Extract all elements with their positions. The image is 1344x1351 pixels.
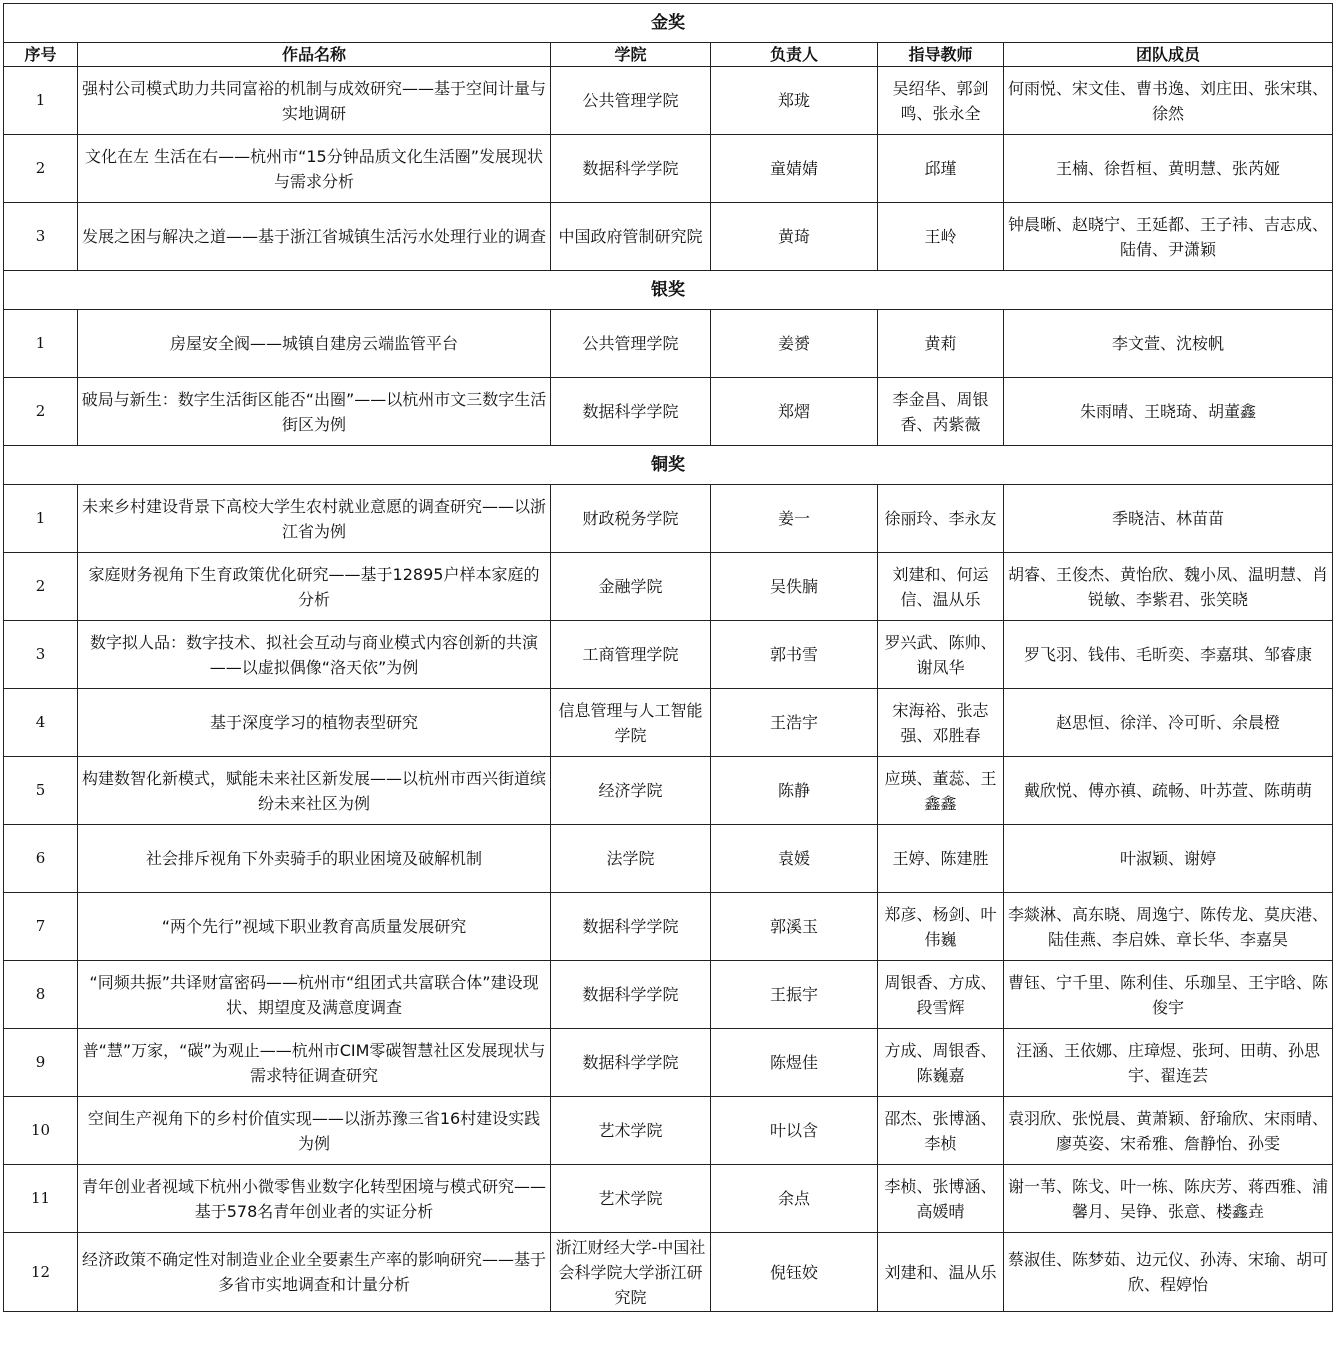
cell-advisor: 刘建和、温从乐 bbox=[878, 1233, 1004, 1312]
cell-no: 4 bbox=[4, 689, 78, 757]
cell-name: “同频共振”共译财富密码——杭州市“组团式共富联合体”建设现状、期望度及满意度调查 bbox=[78, 961, 551, 1029]
cell-leader: 王振宇 bbox=[711, 961, 878, 1029]
cell-no: 10 bbox=[4, 1097, 78, 1165]
cell-leader: 袁媛 bbox=[711, 825, 878, 893]
cell-college: 数据科学学院 bbox=[551, 961, 711, 1029]
cell-leader: 吴佚腩 bbox=[711, 553, 878, 621]
cell-advisor: 吴绍华、郭剑鸣、张永全 bbox=[878, 67, 1004, 135]
cell-college: 法学院 bbox=[551, 825, 711, 893]
header-no: 序号 bbox=[4, 43, 78, 67]
cell-no: 2 bbox=[4, 378, 78, 446]
cell-college: 数据科学学院 bbox=[551, 135, 711, 203]
cell-no: 3 bbox=[4, 203, 78, 271]
cell-leader: 倪钰姣 bbox=[711, 1233, 878, 1312]
cell-no: 6 bbox=[4, 825, 78, 893]
cell-college: 数据科学学院 bbox=[551, 378, 711, 446]
cell-college: 中国政府管制研究院 bbox=[551, 203, 711, 271]
table-row bbox=[4, 310, 1333, 378]
cell-members: 李文萱、沈桉帆 bbox=[1004, 310, 1333, 378]
cell-name: 家庭财务视角下生育政策优化研究——基于12895户样本家庭的分析 bbox=[78, 553, 551, 621]
award-table-body bbox=[4, 4, 1333, 1312]
table-row bbox=[4, 689, 1333, 757]
header-college: 学院 bbox=[551, 43, 711, 67]
section-title: 金奖 bbox=[4, 4, 1333, 43]
cell-name: “两个先行”视域下职业教育高质量发展研究 bbox=[78, 893, 551, 961]
cell-members: 蔡淑佳、陈梦茹、边元仪、孙涛、宋瑜、胡可欣、程婷怡 bbox=[1004, 1233, 1333, 1312]
table-row bbox=[4, 378, 1333, 446]
cell-members: 谢一苇、陈戈、叶一栋、陈庆芳、蒋西雅、浦馨月、吴铮、张意、楼鑫垚 bbox=[1004, 1165, 1333, 1233]
cell-name: 空间生产视角下的乡村价值实现——以浙苏豫三省16村建设实践为例 bbox=[78, 1097, 551, 1165]
cell-members: 何雨悦、宋文佳、曹书逸、刘庄田、张宋琪、徐然 bbox=[1004, 67, 1333, 135]
cell-members: 李燚淋、高东晓、周逸宁、陈传龙、莫庆港、陆佳燕、李启姝、章长华、李嘉昊 bbox=[1004, 893, 1333, 961]
cell-advisor: 罗兴武、陈帅、谢凤华 bbox=[878, 621, 1004, 689]
header-advisor: 指导教师 bbox=[878, 43, 1004, 67]
cell-members: 罗飞羽、钱伟、毛昕奕、李嘉琪、邹睿康 bbox=[1004, 621, 1333, 689]
table-row bbox=[4, 135, 1333, 203]
cell-advisor: 王岭 bbox=[878, 203, 1004, 271]
table-row bbox=[4, 621, 1333, 689]
cell-advisor: 周银香、方成、段雪辉 bbox=[878, 961, 1004, 1029]
cell-leader: 陈煜佳 bbox=[711, 1029, 878, 1097]
cell-advisor: 宋海裕、张志强、邓胜春 bbox=[878, 689, 1004, 757]
cell-members: 王楠、徐哲桓、黄明慧、张芮娅 bbox=[1004, 135, 1333, 203]
table-row bbox=[4, 757, 1333, 825]
cell-name: 未来乡村建设背景下高校大学生农村就业意愿的调查研究——以浙江省为例 bbox=[78, 485, 551, 553]
cell-college: 财政税务学院 bbox=[551, 485, 711, 553]
section-row bbox=[4, 4, 1333, 43]
cell-name: 经济政策不确定性对制造业企业全要素生产率的影响研究——基于多省市实地调查和计量分析 bbox=[78, 1233, 551, 1312]
cell-no: 3 bbox=[4, 621, 78, 689]
cell-name: 房屋安全阀——城镇自建房云端监管平台 bbox=[78, 310, 551, 378]
cell-leader: 王浩宇 bbox=[711, 689, 878, 757]
cell-leader: 郑熠 bbox=[711, 378, 878, 446]
cell-leader: 童婧婧 bbox=[711, 135, 878, 203]
cell-advisor: 黄莉 bbox=[878, 310, 1004, 378]
section-title: 铜奖 bbox=[4, 446, 1333, 485]
cell-members: 叶淑颖、谢婷 bbox=[1004, 825, 1333, 893]
cell-advisor: 王婷、陈建胜 bbox=[878, 825, 1004, 893]
cell-college: 公共管理学院 bbox=[551, 67, 711, 135]
cell-name: 普“慧”万家，“碳”为观止——杭州市CIM零碳智慧社区发展现状与需求特征调查研究 bbox=[78, 1029, 551, 1097]
cell-college: 浙江财经大学-中国社会科学院大学浙江研究院 bbox=[551, 1233, 711, 1312]
cell-members: 胡睿、王俊杰、黄怡欣、魏小凤、温明慧、肖锐敏、李紫君、张笑晓 bbox=[1004, 553, 1333, 621]
cell-no: 2 bbox=[4, 135, 78, 203]
cell-no: 5 bbox=[4, 757, 78, 825]
section-title: 银奖 bbox=[4, 271, 1333, 310]
cell-no: 12 bbox=[4, 1233, 78, 1312]
header-row bbox=[4, 43, 1333, 67]
cell-leader: 郭书雪 bbox=[711, 621, 878, 689]
cell-college: 公共管理学院 bbox=[551, 310, 711, 378]
cell-advisor: 徐丽玲、李永友 bbox=[878, 485, 1004, 553]
cell-leader: 郭溪玉 bbox=[711, 893, 878, 961]
cell-name: 基于深度学习的植物表型研究 bbox=[78, 689, 551, 757]
cell-members: 曹钰、宁千里、陈利佳、乐珈呈、王宇晗、陈俊宇 bbox=[1004, 961, 1333, 1029]
cell-members: 汪涵、王依娜、庄璋煜、张珂、田萌、孙思宇、翟连芸 bbox=[1004, 1029, 1333, 1097]
cell-advisor: 邵杰、张博涵、李桢 bbox=[878, 1097, 1004, 1165]
section-row bbox=[4, 446, 1333, 485]
cell-name: 社会排斥视角下外卖骑手的职业困境及破解机制 bbox=[78, 825, 551, 893]
table-row bbox=[4, 485, 1333, 553]
cell-college: 艺术学院 bbox=[551, 1165, 711, 1233]
header-members: 团队成员 bbox=[1004, 43, 1333, 67]
cell-name: 强村公司模式助力共同富裕的机制与成效研究——基于空间计量与实地调研 bbox=[78, 67, 551, 135]
cell-members: 戴欣悦、傅亦禛、疏畅、叶苏萱、陈萌萌 bbox=[1004, 757, 1333, 825]
cell-leader: 姜赟 bbox=[711, 310, 878, 378]
cell-members: 赵思恒、徐洋、冷可昕、余晨橙 bbox=[1004, 689, 1333, 757]
table-row bbox=[4, 825, 1333, 893]
award-table bbox=[3, 3, 1333, 1312]
cell-college: 金融学院 bbox=[551, 553, 711, 621]
cell-advisor: 邱瑾 bbox=[878, 135, 1004, 203]
table-row bbox=[4, 1029, 1333, 1097]
cell-leader: 郑珑 bbox=[711, 67, 878, 135]
cell-no: 1 bbox=[4, 67, 78, 135]
header-leader: 负责人 bbox=[711, 43, 878, 67]
cell-name: 破局与新生：数字生活街区能否“出圈”——以杭州市文三数字生活街区为例 bbox=[78, 378, 551, 446]
cell-advisor: 李金昌、周银香、芮紫薇 bbox=[878, 378, 1004, 446]
cell-no: 7 bbox=[4, 893, 78, 961]
cell-college: 工商管理学院 bbox=[551, 621, 711, 689]
cell-advisor: 刘建和、何运信、温从乐 bbox=[878, 553, 1004, 621]
table-row bbox=[4, 67, 1333, 135]
table-row bbox=[4, 1165, 1333, 1233]
cell-members: 袁羽欣、张悦晨、黄萧颖、舒瑜欣、宋雨晴、廖英姿、宋希雅、詹静怡、孙雯 bbox=[1004, 1097, 1333, 1165]
cell-no: 11 bbox=[4, 1165, 78, 1233]
section-row bbox=[4, 271, 1333, 310]
cell-advisor: 郑彦、杨剑、叶伟巍 bbox=[878, 893, 1004, 961]
cell-leader: 陈静 bbox=[711, 757, 878, 825]
cell-name: 构建数智化新模式，赋能未来社区新发展——以杭州市西兴街道缤纷未来社区为例 bbox=[78, 757, 551, 825]
cell-name: 青年创业者视域下杭州小微零售业数字化转型困境与模式研究——基于578名青年创业者的实证分析 bbox=[78, 1165, 551, 1233]
cell-advisor: 方成、周银香、陈巍嘉 bbox=[878, 1029, 1004, 1097]
cell-leader: 余点 bbox=[711, 1165, 878, 1233]
cell-leader: 叶以含 bbox=[711, 1097, 878, 1165]
cell-college: 数据科学学院 bbox=[551, 893, 711, 961]
cell-advisor: 李桢、张博涵、高媛晴 bbox=[878, 1165, 1004, 1233]
table-row bbox=[4, 1097, 1333, 1165]
cell-college: 艺术学院 bbox=[551, 1097, 711, 1165]
table-row bbox=[4, 1233, 1333, 1312]
cell-advisor: 应瑛、董蕊、王鑫鑫 bbox=[878, 757, 1004, 825]
cell-no: 1 bbox=[4, 310, 78, 378]
cell-members: 季晓洁、林苗苗 bbox=[1004, 485, 1333, 553]
cell-college: 数据科学学院 bbox=[551, 1029, 711, 1097]
cell-leader: 黄琦 bbox=[711, 203, 878, 271]
header-name: 作品名称 bbox=[78, 43, 551, 67]
cell-no: 1 bbox=[4, 485, 78, 553]
cell-college: 信息管理与人工智能学院 bbox=[551, 689, 711, 757]
cell-no: 9 bbox=[4, 1029, 78, 1097]
cell-members: 朱雨晴、王晓琦、胡董鑫 bbox=[1004, 378, 1333, 446]
cell-no: 2 bbox=[4, 553, 78, 621]
cell-leader: 姜一 bbox=[711, 485, 878, 553]
cell-no: 8 bbox=[4, 961, 78, 1029]
table-row bbox=[4, 203, 1333, 271]
cell-name: 发展之困与解决之道——基于浙江省城镇生活污水处理行业的调查 bbox=[78, 203, 551, 271]
table-row bbox=[4, 553, 1333, 621]
table-row bbox=[4, 961, 1333, 1029]
cell-college: 经济学院 bbox=[551, 757, 711, 825]
cell-name: 数字拟人品：数字技术、拟社会互动与商业模式内容创新的共演——以虚拟偶像“洛天依”为例 bbox=[78, 621, 551, 689]
cell-members: 钟晨晰、赵晓宁、王延都、王子祎、吉志成、陆倩、尹潇颖 bbox=[1004, 203, 1333, 271]
cell-name: 文化在左 生活在右——杭州市“15分钟品质文化生活圈”发展现状与需求分析 bbox=[78, 135, 551, 203]
award-table-container bbox=[3, 3, 1333, 1312]
table-row bbox=[4, 893, 1333, 961]
